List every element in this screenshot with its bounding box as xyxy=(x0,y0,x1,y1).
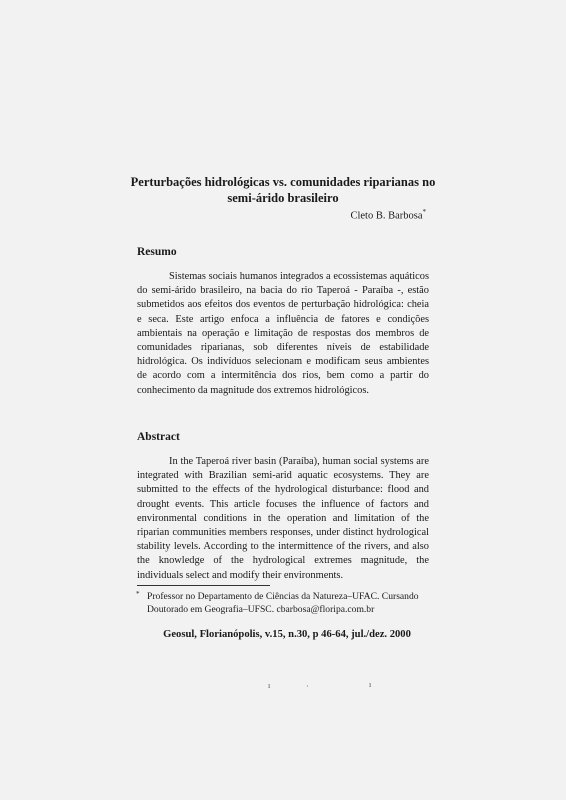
author-text: Cleto B. Barbosa xyxy=(350,210,423,222)
footnote-line-1: Professor no Departamento de Ciências da Natureza–UFAC. Cursando xyxy=(147,591,419,602)
title-line-2: semi-árido brasileiro xyxy=(227,191,339,205)
author-name xyxy=(350,208,426,222)
scan-speck: · xyxy=(306,682,309,691)
scan-speck: ı xyxy=(369,680,372,689)
title-line-1: Perturbações hidrológicas vs. comunidades riparianas no xyxy=(130,175,436,189)
paper-title xyxy=(100,174,466,206)
footnote-line-2: Doutorado em Geografia–UFSC. cbarbosa@floripa.com.br xyxy=(147,603,375,615)
resumo-text: Sistemas sociais humanos integrados a ecossistemas aquáticos do semi-árido brasileiro, na bacia do rio Taperoá - Paraíba -, estão submetidos aos efeitos dos eventos de perturbação hidrológica: cheia e seca. Este artigo enfoca a influência de fatores e condições ambientais na operação e limitação de respostas dos membros de comunidades riparianas, sob diferentes níveis de estabilidade hidrológica. Os indivíduos selecionam e modificam seus ambientes de acordo com a intermitência dos rios, bem como a partir do conhecimento da magnitude dos extremos hidrológicos. xyxy=(137,271,429,396)
abstract-text: In the Taperoá river basin (Paraíba), human social systems are integrated with Brazilian semi-arid aquatic ecosystems. They are submitted to the effects of the hydrological disturbance: flood and drought events. This article focuses the influence of factors and environmental conditions in the operation and limitation of the riparian communities members responses, under distinct hydrological stability levels. According to the intermittence of the rivers, and also the knowledge of the hydrological extremes magnitude, the individuals select and modify their environments. xyxy=(137,456,429,581)
footnote xyxy=(137,591,437,616)
journal-citation: Geosul, Florianópolis, v.15, n.30, p 46-64, jul./dez. 2000 xyxy=(163,629,411,640)
scan-speck: ı xyxy=(268,681,271,690)
footnote-mark: * xyxy=(136,590,140,598)
author-footnote-mark: * xyxy=(422,208,426,216)
resumo-heading: Resumo xyxy=(137,246,177,258)
abstract-heading: Abstract xyxy=(137,431,180,443)
footnote-divider xyxy=(137,585,270,586)
